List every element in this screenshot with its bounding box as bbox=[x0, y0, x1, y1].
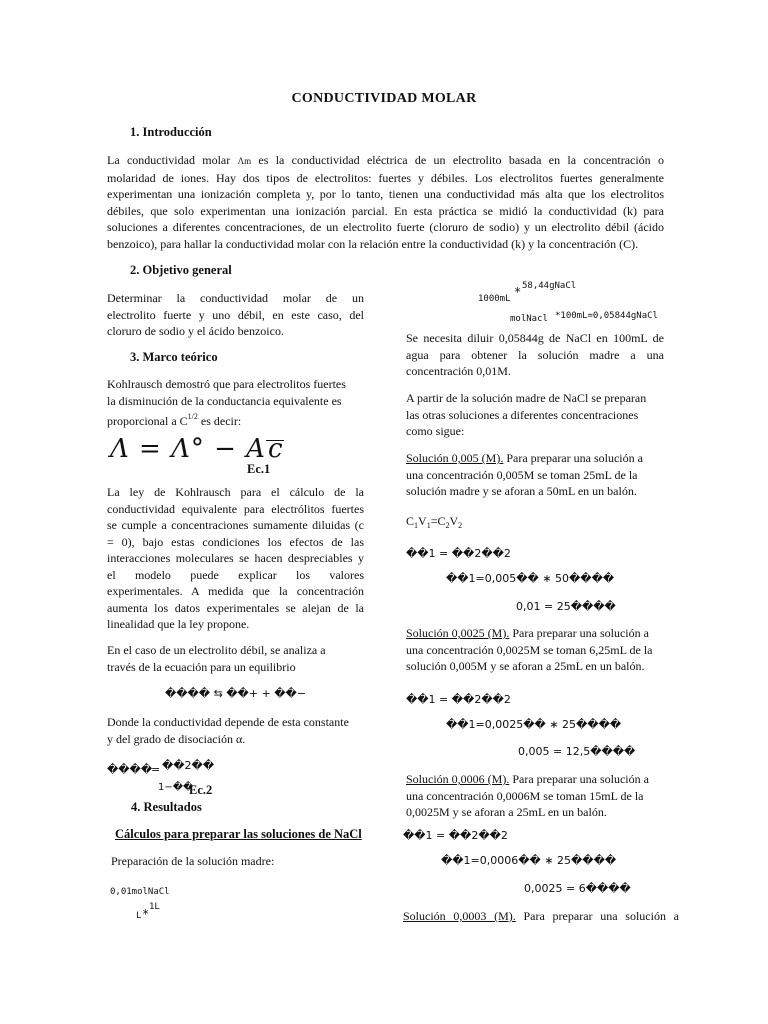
marco-line: través de la ecuación para un equilibrio bbox=[107, 659, 296, 674]
marco-line: la disminución de la conductancia equivalente es bbox=[107, 393, 342, 408]
right-line: las otras soluciones a diferentes concentraciones bbox=[406, 407, 639, 422]
marco-line: experimentales. A medida que la concentración bbox=[107, 584, 364, 598]
marco-paragraph-1 bbox=[107, 376, 364, 430]
right-line: A partir de la solución madre de NaCl se preparan bbox=[406, 391, 647, 405]
formula-madre-liter: 1L bbox=[149, 902, 160, 912]
marco-line: aumenta los datos experimentales se alejan de la bbox=[107, 600, 364, 615]
objetivo-line: electrolito fuerte y uno débil, en este caso, del bbox=[107, 307, 364, 322]
lambda-m-symbol: Λm bbox=[237, 156, 252, 166]
formula-madre-star: * bbox=[142, 907, 150, 921]
section-heading-introduccion: 1. Introducción bbox=[130, 125, 212, 139]
marco-line: interacciones moleculares se hacen despreciables y bbox=[107, 551, 364, 565]
equation-c2: ��1=0,0006�� ∗ 25���� bbox=[441, 854, 617, 867]
right-line: una concentración 0,005M se toman 25mL de la bbox=[406, 467, 638, 482]
intro-line: experimentan una ionización completa y, por lo tanto, tienen una conductividad más alta que los electrolitos bbox=[107, 187, 664, 201]
right-line: solución 0,005M y se aforan a 25mL en un balón. bbox=[406, 659, 645, 673]
section-heading-resultados: 4. Resultados bbox=[131, 800, 202, 814]
intro-line: débiles, que solo experimentan una ionización parcial. En esta práctica se midió la conductividad (k) para bbox=[107, 203, 664, 218]
equation-b1: ��1 = ��2��2 bbox=[406, 693, 511, 706]
right-line: Para preparar una solución a bbox=[503, 451, 643, 465]
c1v1-equation: $C_1V_1=C_2V_2$ bbox=[406, 514, 463, 530]
marco-paragraph-2 bbox=[107, 484, 364, 633]
subheading-calculos: Cálculos para preparar las soluciones de NaCl bbox=[115, 827, 362, 841]
marco-line: La ley de Kohlrausch para el cálculo de la bbox=[107, 485, 364, 499]
page-title: CONDUCTIVIDAD MOLAR bbox=[291, 91, 477, 106]
marco-line: Kohlrausch demostró que para electrolitos fuertes bbox=[107, 377, 346, 391]
solution-00025-block bbox=[406, 625, 668, 675]
equation-2-equals: = bbox=[151, 763, 161, 776]
equation-a3: 0,01 = 25���� bbox=[516, 600, 616, 613]
right-line: una concentración 0,0025M se toman 6,25mL de la bbox=[406, 642, 653, 657]
right-line: Se necesita diluir 0,05844g de NaCl en 100mL de bbox=[406, 331, 664, 345]
marco-paragraph-3 bbox=[107, 642, 364, 675]
solution-0005-block bbox=[406, 450, 664, 500]
formula-mass-result: *100mL=0,05844gNaCl bbox=[555, 311, 658, 321]
intro-line: La conductividad molar bbox=[107, 153, 231, 167]
formula-mass-bottom: molNacl bbox=[510, 314, 548, 324]
marco-line: es decir: bbox=[197, 414, 242, 428]
marco-line: = 0), bajo estas condiciones los efectos de las bbox=[107, 534, 364, 549]
right-paragraph-2 bbox=[406, 390, 664, 440]
marco-paragraph-4 bbox=[107, 714, 364, 747]
marco-line: el modelo puede explicar los valores bbox=[107, 567, 364, 582]
right-line: concentración 0,01M. bbox=[406, 364, 511, 378]
intro-line: es la conductividad eléctrica de un electrolito basada en la concentración o bbox=[258, 153, 664, 167]
right-paragraph-1 bbox=[406, 330, 664, 380]
marco-line: En el caso de un electrolito débil, se analiza a bbox=[107, 643, 326, 657]
right-line: Para preparar una solución a bbox=[515, 909, 679, 923]
marco-line: se cumple a concentraciones sumamente diluidas (c bbox=[107, 518, 364, 532]
solution-00006-block bbox=[406, 771, 664, 821]
equation-b3: 0,005 = 12,5���� bbox=[518, 745, 636, 758]
sqrt-c-symbol: c bbox=[267, 434, 284, 464]
exponent: 1/2 bbox=[187, 412, 198, 421]
right-line: una concentración 0,0006M se toman 15mL de la bbox=[406, 788, 644, 803]
right-line: Para preparar una solución a bbox=[509, 626, 649, 640]
equation-c3: 0,0025 = 6���� bbox=[524, 882, 631, 895]
equation-b2: ��1=0,0025�� ∗ 25���� bbox=[446, 718, 622, 731]
objetivo-paragraph bbox=[107, 290, 364, 340]
formula-mass-star: * bbox=[514, 285, 522, 299]
section-heading-marco: 3. Marco teórico bbox=[130, 350, 218, 364]
formula-mass-top: 58,44gNaCl bbox=[522, 281, 577, 291]
equation-2-lhs: ���� bbox=[107, 763, 153, 776]
equation-c1: ��1 = ��2��2 bbox=[403, 829, 508, 842]
marco-line: conductividad equivalente para electrólitos fuertes bbox=[107, 501, 364, 516]
right-line: Para preparar una solución a bbox=[509, 772, 649, 786]
intro-paragraph bbox=[107, 152, 664, 252]
solution-00025-title: Solución 0,0025 (M). bbox=[406, 626, 510, 640]
sqrt-c bbox=[266, 434, 284, 464]
right-line: como sigue: bbox=[406, 424, 465, 438]
marco-line: y del grado de disociación α. bbox=[107, 731, 246, 746]
objetivo-line: cloruro de sodio y el ácido benzoico. bbox=[107, 324, 284, 338]
formula-mass-left: 1000mL bbox=[478, 294, 511, 304]
formula-madre-L: L bbox=[136, 911, 142, 921]
intro-line: benzoico), para hallar la conductividad molar con la relación entre la conductividad (k) y la concentración (C). bbox=[107, 236, 639, 251]
equation-a1: ��1 = ��2��2 bbox=[406, 547, 511, 560]
intro-line: soluciones a diferentes concentraciones, de un electrolito fuerte (cloruro de sodio) y un electrolito débil (ácido bbox=[107, 220, 664, 234]
equation-2-numerator: ��2�� bbox=[162, 759, 215, 772]
equation-2-label: Ec.2 bbox=[189, 783, 213, 797]
marco-line: proporcional a C bbox=[107, 414, 188, 428]
objetivo-line: Determinar la conductividad molar de un bbox=[107, 291, 364, 305]
solution-00003-block bbox=[403, 908, 679, 925]
right-line: agua para obtener la solución madre a una bbox=[406, 347, 664, 362]
equation-2-denominator: 1−�� bbox=[158, 782, 194, 793]
marco-line: Donde la conductividad depende de esta constante bbox=[107, 715, 349, 729]
solution-00003-title: Solución 0,0003 (M). bbox=[403, 909, 516, 923]
equation-a2: ��1=0,005�� ∗ 50���� bbox=[446, 572, 615, 585]
marco-line: linealidad que la ley propone. bbox=[107, 617, 250, 631]
solution-0005-title: Solución 0,005 (M). bbox=[406, 451, 504, 465]
section-heading-objetivo: 2. Objetivo general bbox=[130, 263, 232, 277]
equation-1-label: Ec.1 bbox=[247, 462, 271, 476]
right-line: solución madre y se aforan a 50mL en un balón. bbox=[406, 484, 637, 498]
formula-madre-numerator: 0,01molNaCl bbox=[110, 887, 170, 897]
prep-madre-label: Preparación de la solución madre: bbox=[111, 854, 275, 868]
equilibrium-equation: ���� ⇆ ��+ + ��− bbox=[164, 687, 307, 700]
equation-1-body: Λ = Λ° − A bbox=[110, 434, 266, 464]
intro-line: molaridad de iones. Hay dos tipos de electrolitos: fuertes y débiles. Los electrolitos fuertes generalmente bbox=[107, 170, 664, 185]
right-line: 0,0025M y se aforan a 25mL en un balón. bbox=[406, 805, 607, 819]
solution-00006-title: Solución 0,0006 (M). bbox=[406, 772, 510, 786]
